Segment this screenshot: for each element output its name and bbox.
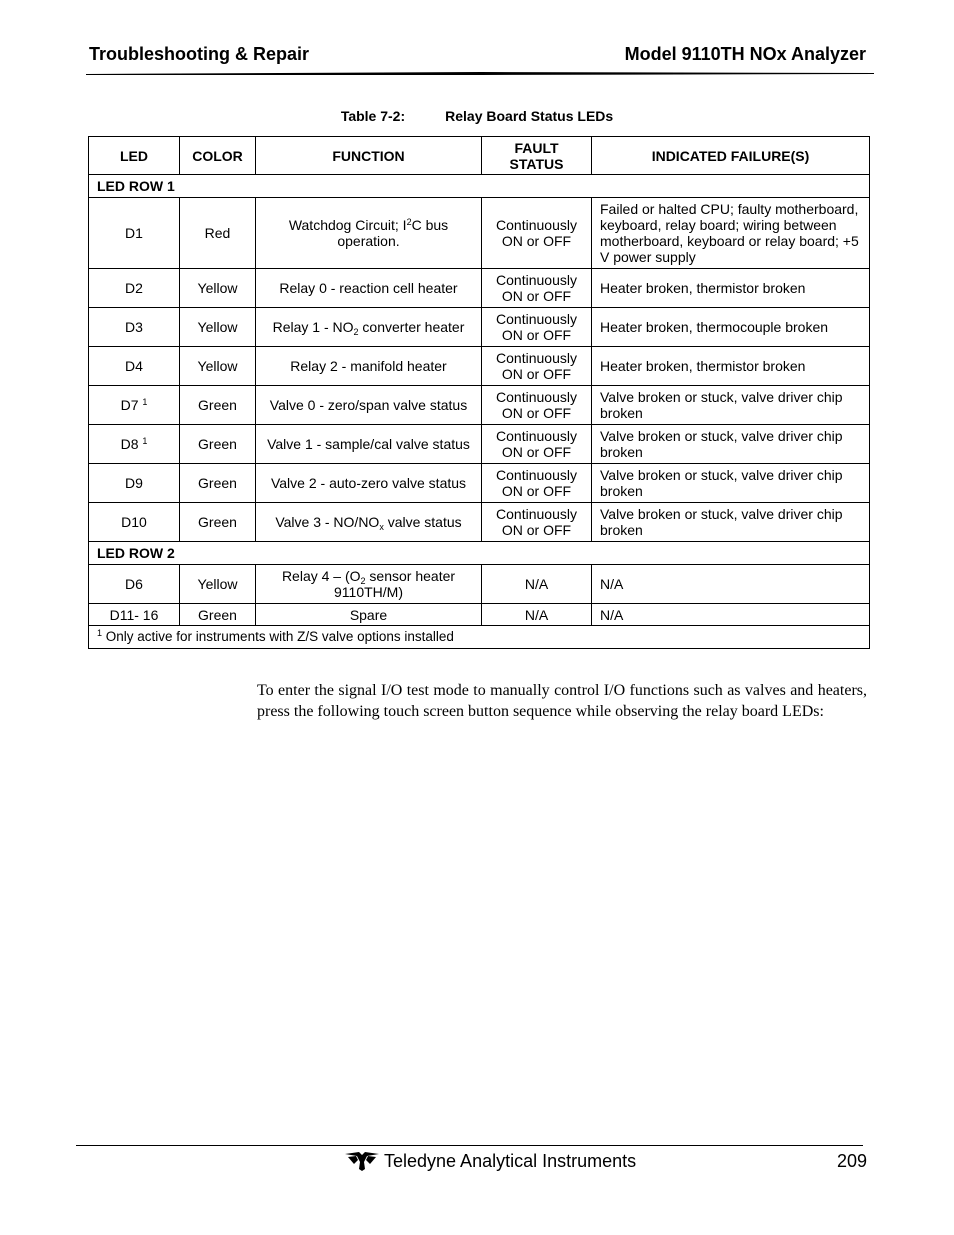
section-label-row1: LED ROW 1 — [89, 175, 870, 198]
cell-led: D6 — [89, 565, 180, 604]
cell-function: Valve 1 - sample/cal valve status — [256, 425, 482, 464]
footer-brand: Teledyne Analytical Instruments — [384, 1151, 637, 1171]
header-section-title: Troubleshooting & Repair — [89, 44, 310, 64]
col-header-led: LED — [89, 137, 180, 175]
header-model-title: Model 9110TH NOx Analyzer — [624, 44, 866, 64]
table-row — [89, 503, 870, 542]
cell-failure: N/A — [592, 604, 870, 626]
table-row — [89, 386, 870, 425]
cell-failure: Valve broken or stuck, valve driver chip broken — [592, 503, 870, 542]
cell-failure: Valve broken or stuck, valve driver chip broken — [592, 464, 870, 503]
table-row — [89, 565, 870, 604]
cell-led: D4 — [89, 347, 180, 386]
cell-fault: Continuously ON or OFF — [482, 308, 592, 347]
cell-led: D10 — [89, 503, 180, 542]
cell-function: Spare — [256, 604, 482, 626]
table-row — [89, 308, 870, 347]
cell-failure: Valve broken or stuck, valve driver chip broken — [592, 425, 870, 464]
cell-color: Yellow — [180, 269, 256, 308]
col-header-color: COLOR — [180, 137, 256, 175]
cell-function: Relay $4 - (O_2$ sensor heater 9110TH/M) — [256, 565, 482, 604]
cell-fault: N/A — [482, 604, 592, 626]
cell-function: Valve 2 - auto-zero valve status — [256, 464, 482, 503]
section-row — [89, 542, 870, 565]
page-number: 209 — [836, 1151, 867, 1171]
cell-color: Yellow — [180, 347, 256, 386]
cell-fault: Continuously ON or OFF — [482, 464, 592, 503]
fault-header-line1: FAULT — [514, 139, 559, 156]
cell-led: D9 — [89, 464, 180, 503]
table-row — [89, 464, 870, 503]
cell-fault: Continuously ON or OFF — [482, 269, 592, 308]
cell-color: Green — [180, 503, 256, 542]
table-caption-number: Table 7-2: — [340, 108, 406, 124]
table-row — [89, 425, 870, 464]
cell-failure: Valve broken or stuck, valve driver chip broken — [592, 386, 870, 425]
cell-function: Valve $3 - NO/NO_x$ valve status — [256, 503, 482, 542]
table-caption-title: Relay Board Status LEDs — [445, 108, 614, 124]
cell-fault: Continuously ON or OFF — [482, 503, 592, 542]
col-header-fault-status — [482, 137, 592, 175]
cell-led: D3 — [89, 308, 180, 347]
cell-function: Relay $1 - NO_2$ converter heater — [256, 308, 482, 347]
cell-function: Relay 0 - reaction cell heater — [256, 269, 482, 308]
cell-failure: N/A — [592, 565, 870, 604]
cell-led: D1 — [89, 198, 180, 269]
cell-led: D2 — [89, 269, 180, 308]
table-row — [89, 347, 870, 386]
cell-failure: Failed or halted CPU; faulty motherboard, keyboard, relay board; wiring between motherboard, keyboard or relay board; +5 V power supply — [592, 198, 870, 269]
cell-color: Yellow — [180, 565, 256, 604]
section-row — [89, 175, 870, 198]
table-footnote: $^1$ Only active for instruments with Z/S valve options installed — [89, 626, 870, 649]
cell-fault: N/A — [482, 565, 592, 604]
cell-failure: Heater broken, thermocouple broken — [592, 308, 870, 347]
cell-fault: Continuously ON or OFF — [482, 198, 592, 269]
cell-function: Watchdog Circuit; $I^2C$ bus operation. — [256, 198, 482, 269]
cell-color: Green — [180, 604, 256, 626]
cell-function: Relay 2 - manifold heater — [256, 347, 482, 386]
cell-color: Green — [180, 464, 256, 503]
cell-function: Valve 0 - zero/span valve status — [256, 386, 482, 425]
col-header-failure: INDICATED FAILURE(S) — [592, 137, 870, 175]
cell-led: D8 $^1$ — [89, 425, 180, 464]
table-header-row — [89, 137, 870, 175]
teledyne-logo-icon — [345, 1152, 379, 1171]
col-header-function: FUNCTION — [256, 137, 482, 175]
cell-led: D11- 16 — [89, 604, 180, 626]
fault-header-line2: STATUS — [509, 155, 564, 172]
cell-led: D7 $^1$ — [89, 386, 180, 425]
table-row — [89, 604, 870, 626]
cell-color: Red — [180, 198, 256, 269]
cell-fault: Continuously ON or OFF — [482, 386, 592, 425]
body-paragraph: To enter the signal I/O test mode to manually control I/O functions such as valves and heaters, press the following touch screen button sequence while observing the relay board LEDs: — [257, 682, 867, 720]
table-caption — [0, 108, 954, 124]
cell-failure: Heater broken, thermistor broken — [592, 347, 870, 386]
footer-rule — [76, 1145, 863, 1146]
cell-color: Yellow — [180, 308, 256, 347]
header-rule — [86, 72, 874, 75]
cell-color: Green — [180, 386, 256, 425]
table-row — [89, 269, 870, 308]
footnote-row — [89, 626, 870, 649]
table-row — [89, 198, 870, 269]
cell-failure: Heater broken, thermistor broken — [592, 269, 870, 308]
cell-fault: Continuously ON or OFF — [482, 425, 592, 464]
cell-fault: Continuously ON or OFF — [482, 347, 592, 386]
section-label-row2: LED ROW 2 — [89, 542, 870, 565]
relay-board-led-table — [88, 136, 870, 649]
cell-color: Green — [180, 425, 256, 464]
